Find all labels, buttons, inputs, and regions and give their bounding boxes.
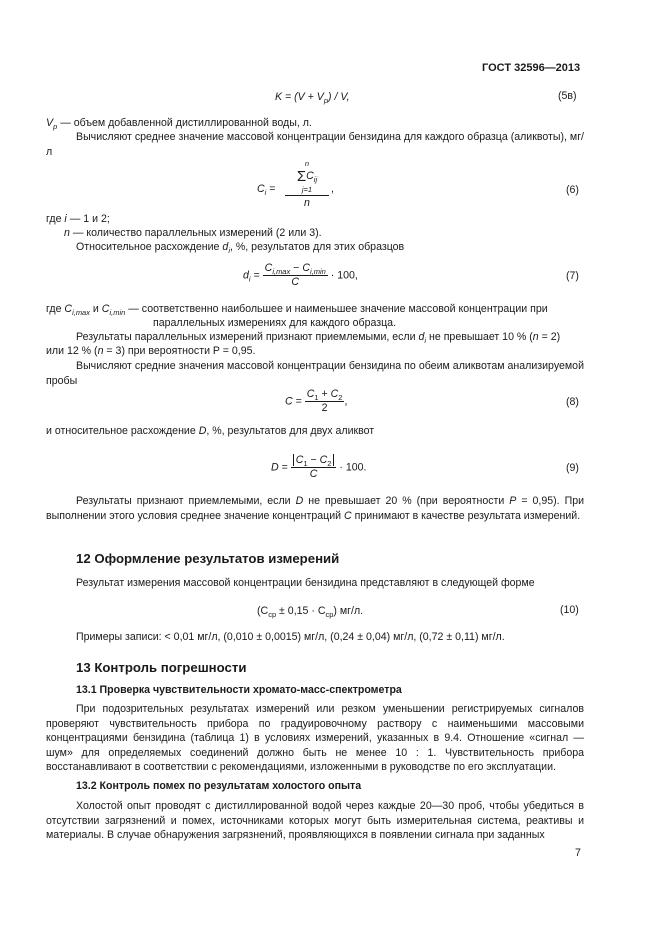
paragraph-13-2: Холостой опыт проводят с дистиллированной водой через каждые 20—30 проб, чтобы убедиться в отсутствии загрязнений и помех, источниками которых могут быть измерительная система, реактивы и материалы. В случае обнаружения загрязнений, проявляющихся в появлении сигнала при заданных [46,800,584,841]
page-number: 7 [575,847,581,859]
section-13-2-title: 13.2 Контроль помех по результатам холостого опыта [76,780,362,792]
paragraph-12: Результат измерения массовой концентрации бензидина представляют в следующей форме [76,577,535,589]
equation-8: C = $\frac{C_1 + C_2}{2}$ , [285,388,348,414]
equation-number-5v: (5в) [558,90,577,102]
equation-6: $C_i$ = n $\Sigma C_{ij}$ j=1 n , [257,159,334,209]
paragraph-relative-difference-aliquots: и относительное расхождение D, %, результатов для двух аликвот [46,425,375,437]
paragraph-13-1: При подозрительных результатах измерений или резком уменьшении регистрируемых сигналов проверяют чувствительность прибора по градуировочному раствору с наименьшими массовыми концентрациями бензидина (таблица 1) в условиях измерений, указанных в 9.4. Отношение «сигнал — шум» для определяемых соединений должно быть не менее 10 : 1. Чувствительность прибора восстанавливают в соответствии с рекомендациями, изложенными в руководстве по его эксплуатации. [46,703,584,773]
equation-10: $(C_{ср} \pm 0,15 \cdot C_{ср})$ мг/л. [257,605,364,619]
where-i: где i — 1 и 2; [46,213,110,225]
equation-7: $d_i$ = $\frac{C_{i,max} - C_{i,min}}{C}$ · 100, [243,262,358,288]
where-cmax-cmin-line2: параллельных измерениях для каждого образца. [153,317,397,329]
paragraph-average-aliquots: Вычисляют средние значения массовой концентрации бензидина по обеим аликвотам анализируемой пробы [46,360,584,387]
paragraph-mean-concentration: Вычисляют среднее значение массовой концентрации бензидина для каждого образца (аликвоты), мг/л [46,131,584,158]
equation-5v: $K = (V + V_p) / V$, [275,91,350,105]
paragraph-acceptance-line2: или 12 % (n = 3) при вероятности P = 0,95. [46,345,256,357]
equation-number-7: (7) [566,270,579,282]
where-cmax-cmin: где $C_{i,max}$ и $C_{i,min}$ — соответственно наибольшее и наименьшее значение массовой концентрации при [46,303,548,317]
section-13-title: 13 Контроль погрешности [76,660,247,675]
paragraph-acceptance-aliquots: Результаты признают приемлемыми, если D не превышает 20 % (при вероятности P = 0,95). При выполнении этого условия среднее значение концентраций C принимают в качестве результата измерений. [46,495,585,522]
paragraph-relative-difference: Относительное расхождение $d_i$, %, результатов для этих образцов [76,241,405,255]
paragraph-acceptance-line1: Результаты параллельных измерений признают приемлемыми, если $d_i$ не превышает 10 % (n = 2) [76,331,561,345]
equation-number-9: (9) [566,462,579,474]
equation-number-10: (10) [560,604,579,616]
where-n: n — количество параллельных измерений (2 или 3). [64,227,322,239]
equation-number-8: (8) [566,396,579,408]
equation-9: D = $\frac{C_1 - C_2}{C}$ · 100. [271,454,367,480]
section-13-1-title: 13.1 Проверка чувствительности хромато-масс-спектрометра [76,684,402,696]
examples-line: Примеры записи: < 0,01 мг/л, (0,010 ± 0,0015) мг/л, (0,24 ± 0,04) мг/л, (0,72 ± 0,11) мг/л. [76,631,505,643]
equation-number-6: (6) [566,184,579,196]
standard-number: ГОСТ 32596—2013 [482,62,581,74]
vp-definition: $V_p$ — объем добавленной дистиллированной воды, л. [46,117,312,131]
section-12-title: 12 Оформление результатов измерений [76,551,340,566]
